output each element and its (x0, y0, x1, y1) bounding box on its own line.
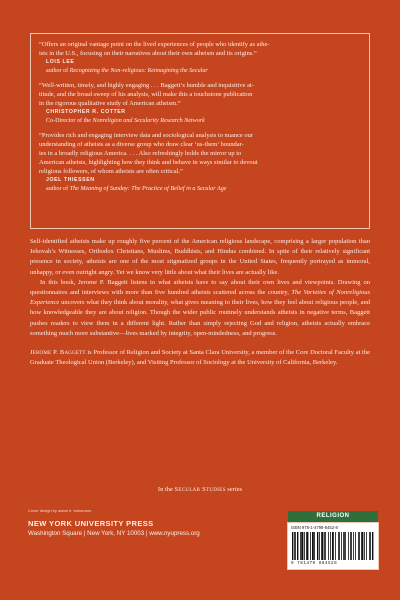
description-paragraph-1 (30, 237, 370, 278)
series-line: In the Secular Studies series (157, 486, 243, 493)
blurb-book-title: Recognizing the Non-religious: Reimagining the Secular (69, 68, 208, 74)
blurb-author-role: author of Recognizing the Non-religious: Reimagining the Secular (46, 68, 208, 74)
blurb-box (30, 33, 370, 229)
quote-line: “Offers an original vantage point on the lived experiences of people who identify as athe- (39, 41, 270, 48)
blurb-1 (39, 40, 361, 76)
desc-line: landscape, comprising a larger population than Jehovah’s Witnesses, Orthodox (30, 238, 371, 256)
desc-line: United States, frequently portrayed as immoral, unhappy, or even outright angry. (30, 258, 371, 276)
quote-line: ies in a broadly religious America. . . . Also refreshingly holds the mirror up to (39, 150, 242, 157)
quote-line: in the rigorous qualitative study of American atheism.” (39, 100, 181, 107)
description-paragraph-2: In this book, Jerome P. Baggett listens to what atheists have to say about their own lives and viewpoints. Drawing on questionnaires and interviews with more than five hundred atheists scattered across the country, The Varieties of Nonreligious Experience uncovers what they think about morality, what gives meaning to their lives, how they feel about religious people, and how knowledgeable they are about religion. Though the wider public routinely understands atheists in negative terms, Baggett pushes readers to view them in a different light. Rather than simply rejecting God and religion, atheists actually embrace something much more substantive—lives marked by integrity, open-mindedness, and progress. (30, 278, 370, 337)
blurb-author-role: author of The Meaning of Sunday: The Practice of Belief in a Secular Age (46, 186, 227, 192)
blurb-3 (39, 131, 361, 194)
author-bio: Jerome P. Baggett is Professor of Religion and Society at Santa Clara University, a member of the Core Doctoral Faculty at the Graduate Theological Union (Berkeley), and Visiting Professor of Sociology at the University of California, Berkeley. (30, 349, 370, 367)
barcode-icon (291, 532, 375, 560)
quote-line: ists in the U.S., focusing on their narratives about their own atheism and its origins.” (39, 50, 257, 57)
quote-line: understanding of atheists as a diverse group who draw clear ‘us-them’ boundar- (39, 141, 244, 148)
desc-line: Yet we know very little about what their lives are actually like. (115, 268, 279, 276)
author-name: Jerome P. Baggett (30, 349, 86, 357)
desc-line: significant presence in society, atheists are one of the most stigmatized groups in the (30, 248, 371, 266)
blurb-network-name: Nonreligion and Secularity Research Network (92, 118, 205, 124)
book-description (30, 237, 370, 368)
blurb-book-title: The Meaning of Sunday: The Practice of Belief in a Secular Age (69, 186, 227, 192)
blurb-quote (39, 81, 361, 108)
blurb-author-name: CHRISTOPHER R. COTTER (46, 109, 126, 115)
cover-design-credit: Cover design by adam b. bohannon (28, 508, 92, 513)
blurb-author-name: JOEL THIESSEN (46, 177, 95, 183)
publisher-name: NEW YORK UNIVERSITY PRESS (28, 519, 154, 528)
book-title-reference: The Varieties of Nonreligious Experience (30, 289, 370, 307)
blurb-2 (39, 81, 361, 126)
desc-line: Self-identified atheists make up roughly five percent of the American religious (30, 238, 243, 245)
isbn-text: ISBN 978-1-4798-8452-8 (291, 525, 338, 530)
barcode-digits: 9 781479 884528 (291, 561, 338, 566)
blurb-author-role: Co-Director of the Nonreligion and Secularity Research Network (46, 118, 205, 124)
publisher-address: Washington Square | New York, NY 10003 | www.nyupress.org (28, 530, 200, 537)
quote-line: “Provides rich and engaging interview data and sociological analysis to nuance our (39, 132, 253, 139)
barcode-block (287, 513, 379, 570)
blurb-quote (39, 131, 361, 176)
desc-line: Christians, Muslims, Buddhists, and Hindus combined. In spite of their relatively (116, 248, 340, 256)
blurb-quote (39, 40, 361, 58)
category-label: RELIGION (288, 511, 378, 522)
blurb-author-name: LOIS LEE (46, 59, 75, 65)
series-name: Secular Studies (174, 486, 226, 493)
quote-line: religious followers, of whom atheists are often critical.” (39, 168, 183, 175)
quote-line: “Well-written, timely, and highly engaging . . . Baggett’s humble and inquisitive at- (39, 82, 254, 89)
quote-line: titude, and the broad sweep of his analysis, will make this a touchstone publication (39, 91, 253, 98)
quote-line: American atheists, highlighting how they think and behave in ways similar to devout (39, 159, 258, 166)
